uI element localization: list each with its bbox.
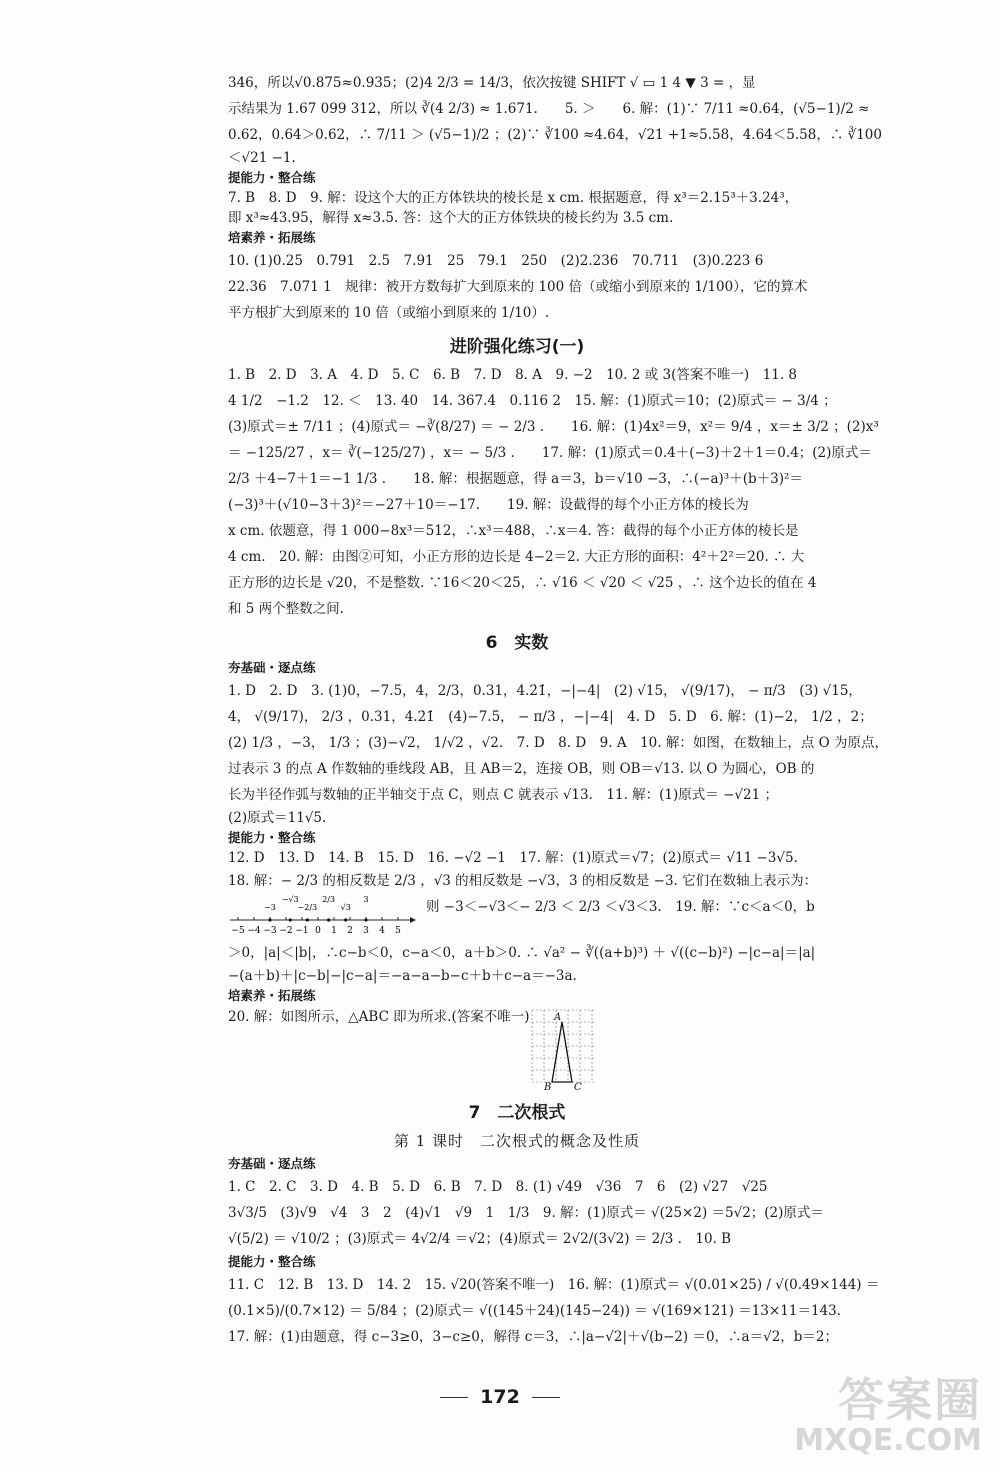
text-line: 2/3 ＋4−7＋1＝−1 1/3 . 18. 解：根据题意，得 a＝3，b＝√10 −3，∴(−a)³＋(b＋3)²＝ [228,471,803,487]
text-line: ＜√21 −1. [228,150,296,166]
text-line: (3)原式＝± 7/11 ；(4)原式＝ −∛(8/27) ＝ − 2/3 . 16. 解：(1)4x²＝9，x²＝ 9/4 ，x＝± 3/2 ；(2)x³ [228,419,879,435]
text-line: 示结果为 1.67 099 312，所以 ∛(4 2/3) ≈ 1.671. 5. ＞ 6. 解：(1)∵ 7/11 ≈0.64，(√5−1)/2 ≈ [228,101,870,117]
tick-label: 5 [395,926,401,936]
number-line-svg [228,894,418,940]
text-line: 平方根扩大到原来的 10 倍（或缩小到原来的 1/10）. [228,305,550,321]
tick-label: −3 [263,926,277,936]
arrow-right-icon [410,917,416,923]
text-line: 12. D 13. D 14. B 15. D 16. −√2 −1 17. 解：(1)原式＝√7；(2)原式＝ √11 −3√5. [228,850,798,866]
number-point [289,918,292,921]
dash-right [532,1397,560,1398]
point-label: −3 [264,903,276,912]
point-label: √3 [340,903,351,912]
number-point [344,918,347,921]
section-heading: 提能力・整合练 [228,1254,316,1269]
tick-label: −1 [295,926,309,936]
answer-page [228,70,888,1350]
text-line: 346，所以√0.875≈0.935；(2)4 2/3 = 14/3，依次按键 SHIFT √ ▭ 1 4 ▼ 3 = ，显 [228,75,756,91]
text-line: 1. D 2. D 3. (1)0，−7.5，4，2/3，0.31，4.2̇1̇，−|−4| (2) √15， √(9/17)， − π/3 (3) √15， [228,683,862,699]
text-line: 18. 解：− 2/3 的相反数是 2/3 ，√3 的相反数是 −√3，3 的相反数是 −3. 它们在数轴上表示为： [228,873,818,889]
section-heading: 培素养・拓展练 [228,988,316,1003]
text-line: 1. B 2. D 3. A 4. D 5. C 6. B 7. D 8. A 9. −2 10. 2 或 3(答案不唯一) 11. 8 [228,367,797,383]
number-point [306,918,309,921]
text-line: 22.36 7.071 1 规律：被开方数每扩大到原来的 100 倍（或缩小到原来的 1/100），它的算术 [228,279,808,295]
section-heading: 培素养・拓展练 [228,230,316,245]
vertex-label: B [544,1082,552,1093]
grid-lines [532,1010,596,1082]
text-line: 1. C 2. C 3. D 4. B 5. D 6. B 7. D 8. (1) √49 √36 7 6 (2) √27 √25 [228,1179,768,1195]
point-label: 3 [363,895,369,904]
text-line: 过表示 3 的点 A 作数轴的垂线段 AB，且 AB＝2，连接 OB，则 OB＝√13. 以 O 为圆心，OB 的 [228,761,815,777]
chapter-title: 6 实数 [485,633,549,653]
text-line: 正方形的边长是 √20，不是整数. ∵16＜20＜25，∴ √16 ＜ √20 ＜ √25 ，∴ 这个边长的值在 4 [228,575,817,591]
text-line: 4， √(9/17)， 2/3 ，0.31，4.2̇1̇ (4)−7.5， − π/3 ，−|−4| 4. D 5. D 6. 解：(1)−2， 1/2 ，2； [228,709,873,725]
dash-left [440,1397,468,1398]
mark-group [264,895,368,922]
grid-figure-row [228,1006,806,1092]
chapter-title: 进阶强化练习(一) [449,337,585,357]
text-line: (2)原式＝11√5. [228,810,327,826]
number-point [364,918,367,921]
point-label: −√3 [281,895,299,904]
vertex-label: A [554,1012,562,1023]
section-heading: 夯基础・逐点练 [228,660,316,675]
text-line: 则 −3＜−√3＜− 2/3 ＜ 2/3 ＜√3＜3. 19. 解：∵c＜a＜0，b [426,899,815,915]
text-line: √(5/2) ＝ √10/2 ；(3)原式＝ 4√2/4 ＝√2；(4)原式＝ 2√2/(3√2) ＝ 2/3 . 10. B [228,1231,732,1247]
text-line: −(a＋b)＋|c−b|−|c−a|＝−a−a−b−c＋b＋c−a＝−3a. [228,968,577,984]
text-line: 长为半径作弧与数轴的正半轴交于点 C，则点 C 就表示 √13. 11. 解：(1)原式＝ −√21 ； [228,787,778,803]
lesson-title: 第 1 课时 二次根式的概念及性质 [393,1132,641,1150]
chapter-title: 7 二次根式 [468,1103,566,1123]
text-line: 0.62，0.64＞0.62，∴ 7/11 ＞ (√5−1)/2 ；(2)∵ ∛100 ≈4.64，√21 +1≈5.58，4.64＜5.58，∴ ∛100 [228,127,882,143]
text-line: ＞0，|a|＜|b|，∴c−b＜0，c−a＜0，a＋b＞0. ∴ √a² − ∛((a+b)³) ＋ √((c−b)²) −|c−a|＝|a| [228,945,816,961]
watermark-en: MXQE.COM [794,1423,982,1458]
text-line: 17. 解：(1)由题意，得 c−3≥0，3−c≥0，解得 c＝3，∴|a−√2|＋√(b−2) ＝0，∴a＝√2，b＝2； [228,1329,839,1345]
tick-label: 0 [315,926,321,936]
point-label: 2/3 [322,895,336,904]
text-line: (−3)³＋(√10−3＋3)²＝−27＋10＝−17. 19. 解：设截得的每个小正方体的棱长为 [228,497,749,513]
tick-label: −5 [231,926,245,936]
text-line: (2) 1/3 ，−3， 1/3 ；(3)−√2， 1/√2 ，√2. 7. D 8. D 9. A 10. 解：如图，在数轴上，点 O 为原点， [228,735,888,751]
point-label: −2/3 [297,903,318,912]
tick-label: 2 [347,926,353,936]
section-heading: 提能力・整合练 [228,830,316,845]
watermark-cn: 答案圈 [838,1373,982,1427]
text-line: 20. 解：如图所示，△ABC 即为所求.(答案不唯一) [228,1009,530,1025]
text-line: 11. C 12. B 13. D 14. 2 15. √20(答案不唯一) 16. 解：(1)原式＝ √(0.01×25) / √(0.49×144) ＝ [228,1277,880,1293]
text-line: 4 cm. 20. 解：由图②可知，小正方形的边长是 4−2＝2. 大正方形的面积：4²＋2²＝20. ∴ 大 [228,549,805,565]
section-heading: 提能力・整合练 [228,170,316,185]
text-line: ＝ −125/27 ，x＝ ∛(−125/27) ，x＝ − 5/3 . 17. 解：(1)原式＝0.4＋(−3)＋2＋1＝0.4；(2)原式＝ [228,445,872,461]
tick-label: 1 [331,926,337,936]
text-line: 4 1/2 −1.2 12. ＜ 13. 40 14. 367.4 0.116 2 15. 解：(1)原式＝10；(2)原式＝ − 3/4 ； [228,393,837,409]
text-line: x cm. 依题意，得 1 000−8x³＝512，∴x³＝488，∴x＝4. 答：截得的每个小正方体的棱长是 [228,523,799,539]
section-heading: 夯基础・逐点练 [228,1156,316,1171]
tick-label: 4 [379,926,385,936]
watermark [794,1375,982,1457]
number-point [327,918,330,921]
tick-label: −2 [279,926,293,936]
tick-label: 3 [363,926,369,936]
text-line: (0.1×5)/(0.7×12) ＝ 5/84 ；(2)原式＝ √((145＋24)(145−24)) ＝ √(169×121) ＝13×11＝143. [228,1303,842,1319]
vertex-label: C [574,1082,582,1093]
text-line: 7. B 8. D 9. 解：设这个大的正方体铁块的棱长是 x cm. 根据题意，得 x³＝2.15³＋3.24³， [228,190,799,206]
number-line-figure [228,894,815,940]
page-number-text: 172 [480,1386,520,1408]
text-line: 即 x³≈43.95，解得 x≈3.5. 答：这个大的正方体铁块的棱长约为 3.5 cm. [228,210,674,226]
triangle-abc [552,1022,572,1082]
tick-label: −4 [247,926,261,936]
text-line: 3√3/5 (3)√9 √4 3 2 (4)√1 √9 1 1/3 9. 解：(1)原式＝ √(25×2) ＝5√2；(2)原式＝ [228,1205,824,1221]
text-line: 10. (1)0.25 0.791 2.5 7.91 25 79.1 250 (2)2.236 70.711 (3)0.223 6 [228,253,764,269]
text-line: 和 5 两个整数之间. [228,601,344,617]
triangle-grid-figure [528,1006,600,1093]
number-point [268,918,271,921]
